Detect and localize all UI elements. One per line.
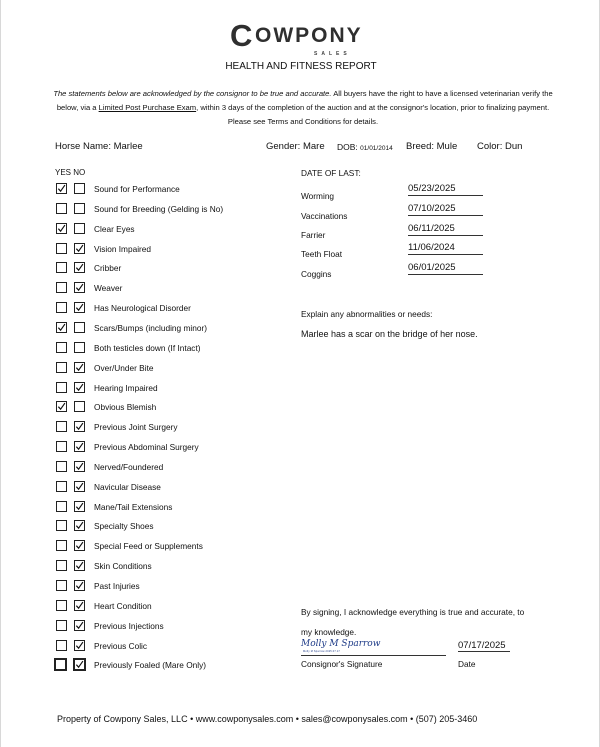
checkmark-icon <box>75 283 84 292</box>
date-of-last-label: Farrier <box>301 230 326 240</box>
yes-checkbox[interactable] <box>56 600 67 611</box>
checkmark-icon <box>75 502 84 511</box>
question-label: Both testicles down (If Intact) <box>94 343 201 353</box>
yes-checkbox[interactable] <box>56 540 67 551</box>
checkmark-icon <box>75 561 84 570</box>
yes-checkbox[interactable] <box>56 461 67 472</box>
question-label: Heart Condition <box>94 601 152 611</box>
checkmark-icon <box>75 303 84 312</box>
intro-paragraph <box>53 87 553 129</box>
no-checkbox[interactable] <box>74 441 85 452</box>
checkmark-icon <box>75 660 84 669</box>
date-of-last-value[interactable]: 06/11/2025 <box>408 223 483 236</box>
date-of-last-label: Worming <box>301 191 335 201</box>
signature-line <box>301 655 446 656</box>
date-of-last-label: Teeth Float <box>301 249 343 259</box>
yes-checkbox[interactable] <box>56 183 67 194</box>
no-checkbox[interactable] <box>74 620 85 631</box>
no-checkbox[interactable] <box>74 322 85 333</box>
no-checkbox[interactable] <box>74 362 85 373</box>
signature-label: Consignor's Signature <box>301 659 383 669</box>
gender-field <box>266 141 325 152</box>
question-label: Vision Impaired <box>94 244 152 254</box>
dob-label: DOB: <box>337 142 358 152</box>
dob-value[interactable]: 01/01/2014 <box>360 145 393 152</box>
yes-checkbox[interactable] <box>56 640 67 651</box>
question-label: Nerved/Foundered <box>94 462 164 472</box>
yes-checkbox[interactable] <box>56 560 67 571</box>
question-label: Over/Under Bite <box>94 363 154 373</box>
no-checkbox[interactable] <box>74 203 85 214</box>
intro-part1: All buyers have the right to have a licensed veterinarian verify the below, via a <box>56 89 553 112</box>
yes-checkbox[interactable] <box>56 481 67 492</box>
no-checkbox[interactable] <box>74 580 85 591</box>
checkmark-icon <box>75 363 84 372</box>
intro-part2: , within 3 days of the completion of the auction and at the consignor's location, prior to finalizing payment. Please see Terms and Conditions for details. <box>196 103 550 126</box>
question-label: Previous Colic <box>94 641 148 651</box>
yes-checkbox[interactable] <box>56 421 67 432</box>
date-of-last-value[interactable]: 11/06/2024 <box>408 242 483 255</box>
yes-checkbox[interactable] <box>56 322 67 333</box>
signature-date-field[interactable]: 07/17/2025 <box>458 640 510 652</box>
question-label: Scars/Bumps (including minor) <box>94 323 207 333</box>
explain-text-field[interactable]: Marlee has a scar on the bridge of her nose. <box>301 329 478 339</box>
yes-checkbox[interactable] <box>56 620 67 631</box>
checkmark-icon <box>75 383 84 392</box>
yes-checkbox[interactable] <box>56 203 67 214</box>
horse-name-field <box>55 141 143 152</box>
no-checkbox[interactable] <box>74 640 85 651</box>
yes-checkbox[interactable] <box>56 243 67 254</box>
breed-label: Breed: <box>406 141 434 152</box>
question-label: Has Neurological Disorder <box>94 303 191 313</box>
checkmark-icon <box>75 482 84 491</box>
checkmark-icon <box>75 422 84 431</box>
yes-checkbox[interactable] <box>56 362 67 373</box>
footer: Property of Cowpony Sales, LLC • www.cowponysales.com • sales@cowponysales.com • (507) 205-3460 <box>57 714 478 724</box>
checkmark-icon <box>57 224 66 233</box>
report-title: HEALTH AND FITNESS REPORT <box>225 61 377 72</box>
checkmark-icon <box>75 601 84 610</box>
no-checkbox[interactable] <box>74 421 85 432</box>
color-label: Color: <box>477 141 503 152</box>
explain-label: Explain any abnormalities or needs: <box>301 309 433 319</box>
checkmark-icon <box>75 621 84 630</box>
logo-sales-text: SALES <box>314 51 351 57</box>
checkmark-icon <box>75 442 84 451</box>
breed-value[interactable]: Mule <box>436 141 458 152</box>
yes-checkbox[interactable] <box>56 441 67 452</box>
no-checkbox[interactable] <box>74 223 85 234</box>
yes-no-header: YES NO <box>55 168 86 177</box>
question-label: Hearing Impaired <box>94 383 158 393</box>
checkmark-icon <box>75 521 84 530</box>
yes-checkbox[interactable] <box>56 501 67 512</box>
date-of-last-value[interactable]: 05/23/2025 <box>408 183 483 196</box>
no-checkbox[interactable] <box>74 461 85 472</box>
checkmark-icon <box>75 263 84 272</box>
checkmark-icon <box>75 641 84 650</box>
question-label: Previous Joint Surgery <box>94 422 178 432</box>
gender-label: Gender: <box>266 141 301 152</box>
question-label: Special Feed or Supplements <box>94 541 203 551</box>
no-checkbox[interactable] <box>74 282 85 293</box>
consignor-signature[interactable]: Molly M Sparrow <box>301 639 381 649</box>
yes-checkbox[interactable] <box>56 520 67 531</box>
no-checkbox[interactable] <box>74 520 85 531</box>
no-checkbox[interactable] <box>74 243 85 254</box>
checkmark-icon <box>75 581 84 590</box>
date-of-last-label: Vaccinations <box>301 211 348 221</box>
breed-field <box>406 141 457 152</box>
question-label: Previous Injections <box>94 621 164 631</box>
no-checkbox[interactable] <box>74 401 85 412</box>
yes-checkbox[interactable] <box>54 658 67 671</box>
checkmark-icon <box>75 541 84 550</box>
date-of-last-label: Coggins <box>301 269 332 279</box>
yes-checkbox[interactable] <box>56 262 67 273</box>
logo-letter-c: C <box>230 18 254 53</box>
limited-exam-link[interactable]: Limited Post Purchase Exam <box>98 103 197 112</box>
intro-italic: The statements below are acknowledged by the consignor to be true and accurate. <box>53 89 332 98</box>
no-checkbox[interactable] <box>74 540 85 551</box>
gender-value[interactable]: Mare <box>302 141 325 152</box>
no-checkbox[interactable] <box>74 560 85 571</box>
yes-checkbox[interactable] <box>56 342 67 353</box>
question-label: Clear Eyes <box>94 224 135 234</box>
no-checkbox[interactable] <box>74 600 85 611</box>
no-checkbox[interactable] <box>73 658 86 671</box>
no-checkbox[interactable] <box>74 342 85 353</box>
no-checkbox[interactable] <box>74 382 85 393</box>
checkmark-icon <box>57 323 66 332</box>
question-label: Obvious Blemish <box>94 402 157 412</box>
question-label: Specialty Shoes <box>94 521 154 531</box>
dob-field <box>337 142 393 152</box>
checkmark-icon <box>57 402 66 411</box>
no-checkbox[interactable] <box>74 481 85 492</box>
no-checkbox[interactable] <box>74 183 85 194</box>
color-value[interactable]: Dun <box>504 141 523 152</box>
checkmark-icon <box>57 184 66 193</box>
no-checkbox[interactable] <box>74 302 85 313</box>
question-label: Skin Conditions <box>94 561 152 571</box>
yes-checkbox[interactable] <box>56 223 67 234</box>
yes-checkbox[interactable] <box>56 401 67 412</box>
date-of-last-value[interactable]: 06/01/2025 <box>408 262 483 275</box>
date-of-last-value[interactable]: 07/10/2025 <box>408 203 483 216</box>
logo-wordmark: OWPONY <box>255 24 363 47</box>
question-label: Mane/Tail Extensions <box>94 502 173 512</box>
yes-checkbox[interactable] <box>56 302 67 313</box>
signing-statement: By signing, I acknowledge everything is true and accurate, to my knowledge. <box>301 607 525 637</box>
checkmark-icon <box>75 462 84 471</box>
question-label: Previous Abdominal Surgery <box>94 442 199 452</box>
yes-checkbox[interactable] <box>56 382 67 393</box>
question-label: Sound for Breeding (Gelding is No) <box>94 204 224 214</box>
cowpony-logo <box>230 18 380 58</box>
yes-checkbox[interactable] <box>56 580 67 591</box>
horse-name-label: Horse Name: <box>55 141 111 152</box>
question-label: Navicular Disease <box>94 482 161 492</box>
no-checkbox[interactable] <box>74 262 85 273</box>
question-label: Past Injuries <box>94 581 140 591</box>
color-field <box>477 141 522 152</box>
no-checkbox[interactable] <box>74 501 85 512</box>
question-label: Cribber <box>94 263 122 273</box>
date-of-last-header: DATE OF LAST: <box>301 168 361 178</box>
checkmark-icon <box>75 244 84 253</box>
question-label: Sound for Performance <box>94 184 180 194</box>
signature-digital-stamp: Molly M Sparrow 2025.07.17 <box>303 650 341 653</box>
question-label: Weaver <box>94 283 123 293</box>
date-label: Date <box>458 659 476 669</box>
question-label: Previously Foaled (Mare Only) <box>94 660 207 670</box>
yes-checkbox[interactable] <box>56 282 67 293</box>
horse-name-value[interactable]: Marlee <box>113 141 143 152</box>
